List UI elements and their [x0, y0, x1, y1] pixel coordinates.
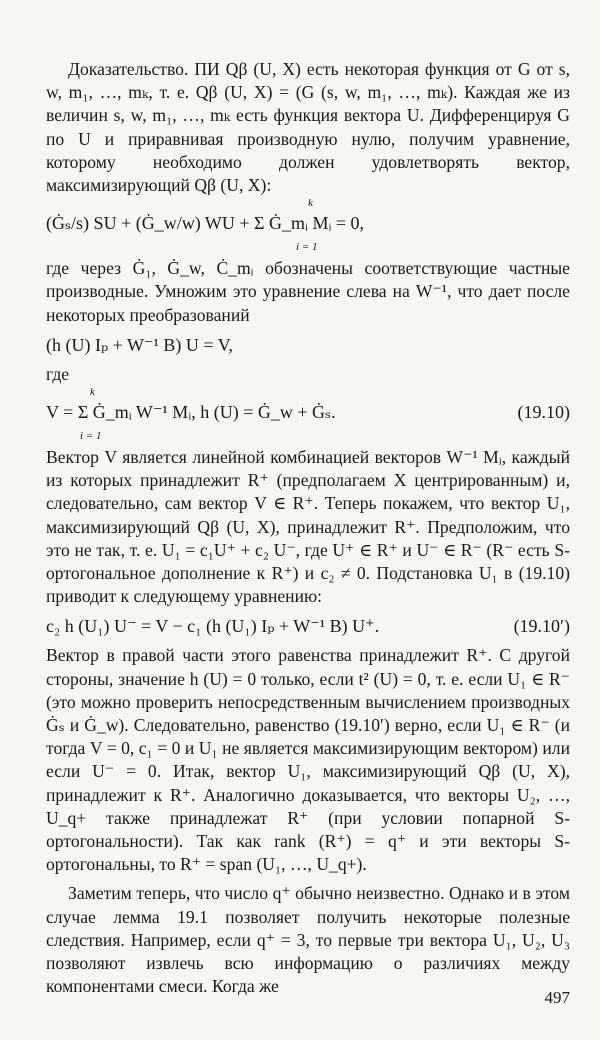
sum-lower-limit: i = 1: [80, 430, 102, 443]
paragraph-vector-V: Вектор V является линейной комбинацией векторов W⁻¹ Mᵢ, каждый из которых принадлежит R⁺ (предполагаем X центрированным) и, следовательно, сам вектор V ∈ R⁺. Теперь покажем, что вектор U₁, максимизирующий Qβ (U, X), принадлежит R⁺. Предположим, что это не так, т. е. U₁ = c₁U⁺ + c₂ U⁻, где U⁺ ∈ R⁺ и U⁻ ∈ R⁻ (R⁻ есть S-ортогональное дополнение к R⁺) и c₂ ≠ 0. Подстановка U₁ в (19.10) приводит к следующему уравнению:: [46, 447, 570, 607]
equation-number: (19.10): [517, 402, 570, 423]
equation-V-text: V = Σ Ġ_mᵢ W⁻¹ Mᵢ, h (U) = Ġ_w + Ġₛ.: [46, 402, 336, 423]
equation-gradient-text: (Ġₛ/s) SU + (Ġ_w/w) WU + Σ Ġ_mᵢ Mᵢ = 0,: [46, 213, 365, 234]
equation-gradient: [46, 197, 570, 257]
equation-number: (19.10′): [513, 616, 570, 637]
equation-19-10: [46, 386, 570, 446]
paragraph-partials: где через Ġ₁, Ġ_w, Ċ_mᵢ обозначены соответствующие частные производные. Умножим это уравнение слева на W⁻¹, что дает после некоторых преобразований: [46, 258, 570, 325]
equation-19-10-main: [46, 331, 570, 359]
page-number: 497: [544, 988, 570, 1007]
sum-upper-limit: k: [90, 386, 95, 399]
paragraph-note: Заметим теперь, что число q⁺ обычно неизвестно. Однако и в этом случае лемма 19.1 позволяет получить некоторые полезные следствия. Например, если q⁺ = 3, то первые три вектора U₁, U₂, U₃ позволяют извлечь всю информацию о различиях между компонентами смеси. Когда же: [46, 883, 570, 997]
sum-upper-limit: k: [308, 197, 313, 210]
paragraph-right-part: Вектор в правой части этого равенства принадлежит R⁺. С другой стороны, значение h (U) = 0 только, если t² (U) = 0, т. е. если U₁ ∈ R⁻ (это можно проверить непосредственным вычислением производных Ġₛ и Ġ_w). Следовательно, равенство (19.10′) верно, если U₁ ∈ R⁻ (и тогда V = 0, c₁ = 0 и U₁ не является максимизирующим вектором) или если U⁻ = 0. Итак, вектор U₁, максимизирующий Qβ (U, X), принадлежит к R⁺. Аналогично доказывается, что векторы U₂, …, U_q+ также принадлежат R⁺ (при условии попарной S-ортогональности). Так как rank (R⁺) = q⁺ и эти векторы S-ортогональны, то R⁺ = span (U₁, …, U_q+).: [46, 645, 570, 875]
equation-hU-text: (h (U) Iₚ + W⁻¹ B) U = V,: [46, 334, 233, 355]
equation-c2-text: c₂ h (U₁) U⁻ = V − c₁ (h (U₁) Iₚ + W⁻¹ B) U⁺.: [46, 616, 380, 637]
word-where: где: [46, 363, 70, 384]
sum-lower-limit: i = 1: [296, 241, 318, 254]
paragraph-proof: Доказательство. ПИ Qβ (U, X) есть некоторая функция от G от s, w, m₁, …, mₖ, т. е. Qβ (U, X) = (G (s, w, m₁, …, mₖ). Каждая же из величин s, w, m₁, …, mₖ есть функция вектора U. Дифференцируя G по U и приравнивая производную нулю, получим уравнение, которому необходимо должен удовлетворять вектор, максимизирующий Qβ (U, X):: [46, 59, 570, 196]
equation-19-10-prime: [46, 612, 570, 640]
